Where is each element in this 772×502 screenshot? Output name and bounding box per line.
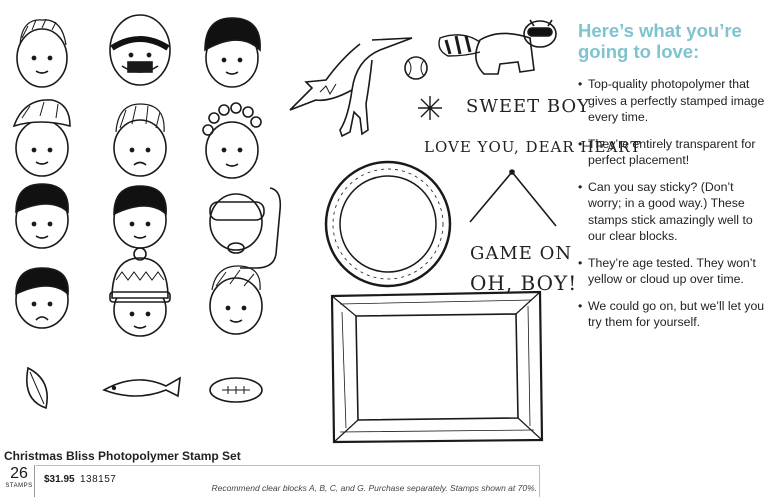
product-note: Recommend clear blocks A, B, C, and G. Purchase separately. Stamps shown at 70%. xyxy=(211,483,537,493)
baseball-stamp xyxy=(405,57,427,79)
feature-item: • Top-quality photopolymer that gives a perfectly stamped image every time. xyxy=(578,76,768,126)
product-title: Christmas Bliss Photopolymer Stamp Set xyxy=(4,449,241,463)
leaf-stamp xyxy=(27,368,47,408)
feature-item: • They’re age tested. They won’t yellow or cloud up over time. xyxy=(578,255,768,288)
triangle-line-stamp xyxy=(470,170,556,226)
footer-divider xyxy=(36,465,540,466)
alligator-stamp xyxy=(290,38,412,136)
boy-beanie-stamp xyxy=(110,248,170,336)
raccoon-stamp xyxy=(439,20,556,74)
stamp-count: 26 xyxy=(10,465,28,482)
boy-dark-hair-stamp-1 xyxy=(205,18,260,87)
wreath-stamp xyxy=(326,162,450,286)
boy-dark-hair-stamp-3 xyxy=(114,186,166,248)
stamp-count-label: STAMPS xyxy=(5,483,33,489)
feature-item: • They’re entirely transparent for perfect placement! xyxy=(578,136,768,169)
features-heading xyxy=(578,20,768,62)
wooden-frame-stamp xyxy=(332,292,542,442)
boy-dark-hair-stamp-2 xyxy=(16,184,68,248)
boy-dark-hair-stamp-4 xyxy=(16,268,68,328)
features-list xyxy=(578,76,768,331)
boy-spiky-hair-stamp xyxy=(114,104,166,176)
stamp-text-oh-boy: OH, BOY! xyxy=(470,271,578,295)
stamp-text-game-on: GAME ON xyxy=(470,243,573,264)
footer-divider-right xyxy=(539,465,540,497)
stamp-text-love-you: LOVE YOU, DEAR HEART xyxy=(424,138,642,156)
product-price: $31.95 xyxy=(44,474,75,485)
snowflake-stamp xyxy=(418,96,442,120)
boy-football-helmet-stamp xyxy=(110,15,170,85)
boy-curly-hair-stamp xyxy=(203,103,261,178)
boy-snorkel-stamp xyxy=(210,188,280,268)
fish-stamp xyxy=(104,378,180,396)
stamp-text-sweet-boy: SWEET BOY xyxy=(466,96,591,117)
features-heading-line-2: going to love: xyxy=(578,41,700,62)
boy-face-stamp-1 xyxy=(17,19,67,87)
feature-item: • Can you say sticky? (Don’t worry; in a good way.) These stamps stick amazingly well to our clear blocks. xyxy=(578,179,768,245)
football-stamp xyxy=(210,378,262,402)
features-heading-line-1: Here’s what you’re xyxy=(578,20,742,41)
stamp-count-box xyxy=(4,465,35,497)
boy-cap-stamp xyxy=(14,100,70,176)
feature-item: • We could go on, but we’ll let you try them for yourself. xyxy=(578,298,768,331)
features-panel xyxy=(578,20,768,341)
boy-swept-hair-stamp xyxy=(210,266,262,334)
product-footer xyxy=(0,465,560,499)
product-item-number: 138157 xyxy=(80,474,117,485)
